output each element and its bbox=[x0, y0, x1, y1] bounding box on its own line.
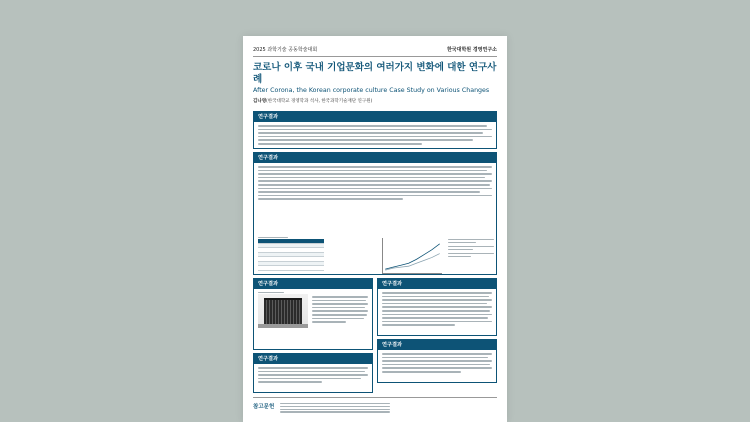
results-section-3 bbox=[253, 278, 373, 350]
poster-title: 코로나 이후 국내 기업문화의 여러가지 변화에 대한 연구사례 bbox=[253, 62, 497, 85]
bullet-item bbox=[448, 253, 494, 260]
section-body-text bbox=[254, 122, 496, 148]
section-body-text bbox=[254, 364, 372, 386]
references-divider bbox=[253, 397, 497, 398]
section-heading: 연구결과 bbox=[378, 340, 496, 350]
author-name: 김나영 bbox=[253, 99, 267, 104]
results-section-2 bbox=[253, 152, 497, 275]
section-heading: 연구결과 bbox=[378, 279, 496, 289]
conference-name: 2025 과학기술 공동학술대회 bbox=[253, 47, 318, 53]
section-heading: 연구결과 bbox=[254, 279, 372, 289]
organization-name: 한국대학원 경영연구소 bbox=[446, 47, 497, 53]
header-divider bbox=[253, 56, 497, 57]
section-body-text bbox=[312, 292, 368, 328]
section-body-text bbox=[254, 163, 496, 203]
author-affiliation: (한국대학교 경영학과 석사, 한국과학기술재단 연구원) bbox=[266, 99, 373, 104]
section-body-text bbox=[378, 350, 496, 376]
chart-line-series-2 bbox=[385, 254, 439, 271]
references-list bbox=[280, 401, 497, 413]
data-table bbox=[258, 236, 324, 271]
poster-subtitle: After Corona, the Korean corporate culture Case Study on Various Changes bbox=[253, 87, 490, 94]
poster-page bbox=[243, 36, 507, 422]
line-chart bbox=[382, 238, 442, 274]
bullet-list bbox=[448, 239, 494, 260]
references-section bbox=[253, 397, 497, 422]
bullet-item bbox=[448, 239, 494, 246]
figure bbox=[258, 292, 308, 328]
section-heading: 연구결과 bbox=[254, 112, 496, 122]
results-section-4 bbox=[377, 278, 497, 336]
results-section-5 bbox=[253, 353, 373, 393]
references-heading: 참고문헌 bbox=[253, 404, 275, 410]
building-photo bbox=[258, 294, 308, 328]
poster-header bbox=[253, 45, 497, 54]
chart-line-series-1 bbox=[385, 244, 439, 269]
results-section-1 bbox=[253, 111, 497, 149]
section-body-text bbox=[378, 289, 496, 329]
section-heading: 연구결과 bbox=[254, 354, 372, 364]
author-line bbox=[253, 98, 372, 104]
section-heading: 연구결과 bbox=[254, 153, 496, 163]
results-section-6 bbox=[377, 339, 497, 383]
bullet-item bbox=[448, 246, 494, 253]
